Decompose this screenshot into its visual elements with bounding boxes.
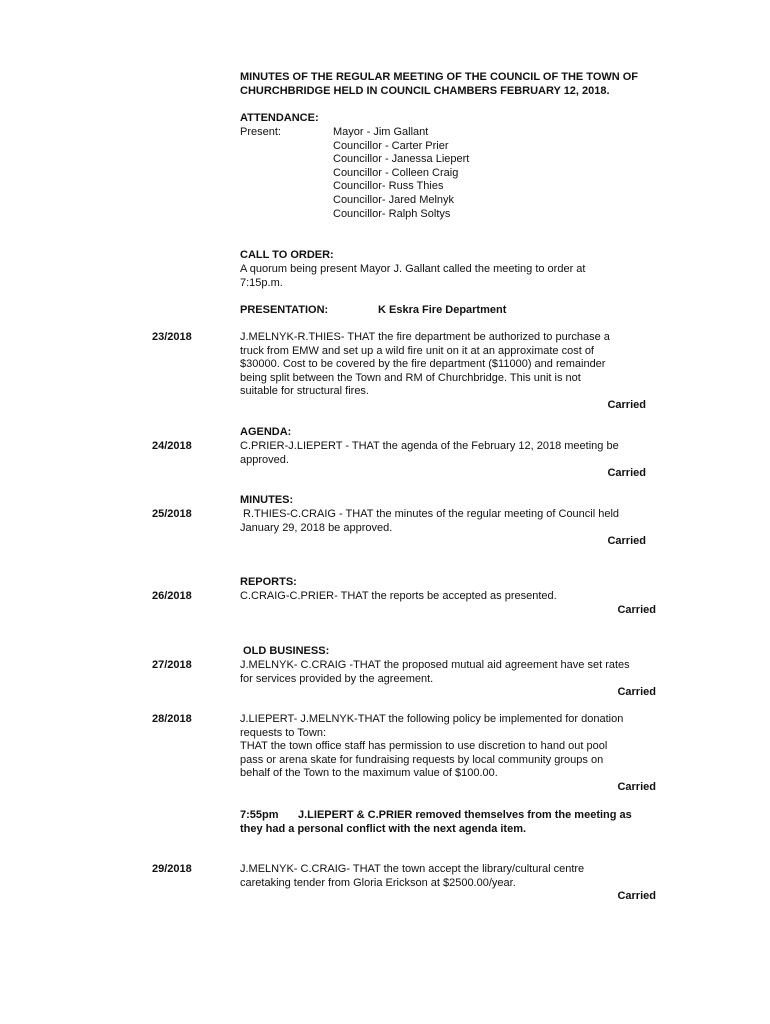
motion-line: truck from EMW and set up a wild fire unit on it at an approximate cost of [240,344,594,357]
attendee: Mayor - Jim Gallant [333,126,429,138]
call-to-order-text [240,263,680,290]
motion-text [240,508,680,535]
motion-number: 27/2018 [152,659,192,671]
attendee: Councillor- Russ Thies [333,180,444,193]
motion-result: Carried [617,781,656,793]
title-line-1: MINUTES OF THE REGULAR MEETING OF THE COUNCIL OF THE TOWN OF [240,71,639,83]
attendee: Councillor - Colleen Craig [333,166,459,179]
note-line-1: J.LIEPERT & C.PRIER removed themselves from the meeting as [298,809,632,821]
agenda-heading: AGENDA: [240,426,292,438]
motion-result: Carried [607,399,646,411]
attendee: Councillor - Carter Prier [333,139,449,152]
motion-number: 24/2018 [152,440,192,452]
motion-line: $30000. Cost to be covered by the fire department ($11000) and remainder [240,358,606,371]
motion-result: Carried [607,467,646,479]
presentation-value: K Eskra Fire Department [378,304,507,316]
motion-line: approved. [240,453,289,466]
attendee: Councillor - Janessa Liepert [333,153,470,166]
call-to-order-line: A quorum being present Mayor J. Gallant called the meeting to order at [240,263,586,275]
minutes-heading: MINUTES: [240,494,294,506]
motion-text [240,659,680,686]
title-line-2: CHURCHBRIDGE HELD IN COUNCIL CHAMBERS FEBRUARY 12, 2018. [240,84,610,97]
motion-text [240,863,680,890]
motion-result: Carried [607,535,646,547]
motion-result: Carried [617,604,656,616]
attendance-list [333,126,633,221]
note-time: 7:55pm [240,809,279,821]
motion-line: THAT the town office staff has permission to use discretion to hand out pool [240,740,608,753]
motion-line: January 29, 2018 be approved. [240,521,393,534]
reports-heading: REPORTS: [240,576,297,588]
motion-text [240,713,680,781]
present-label: Present: [240,126,281,138]
motion-number: 23/2018 [152,331,192,343]
document-title [240,71,680,98]
motion-line: J.MELNYK- C.CRAIG- THAT the town accept the library/cultural centre [240,863,585,875]
motion-number: 26/2018 [152,590,192,602]
motion-text [240,440,680,467]
motion-line: behalf of the Town to the maximum value of $100.00. [240,767,498,780]
call-to-order-line: 7:15p.m. [240,276,283,289]
call-to-order-heading: CALL TO ORDER: [240,249,334,261]
motion-line: C.CRAIG-C.PRIER- THAT the reports be accepted as presented. [240,590,557,602]
attendance-heading: ATTENDANCE: [240,112,319,124]
motion-text [240,331,680,399]
motion-line: C.PRIER-J.LIEPERT - THAT the agenda of the February 12, 2018 meeting be [240,440,619,452]
motion-line: R.THIES-C.CRAIG - THAT the minutes of the regular meeting of Council held [240,508,620,520]
motion-text [240,590,680,604]
motion-line: suitable for structural fires. [240,385,369,398]
motion-number: 29/2018 [152,863,192,875]
old-business-heading: OLD BUSINESS: [240,645,330,657]
motion-line: J.LIEPERT- J.MELNYK-THAT the following policy be implemented for donation [240,713,624,725]
attendee: Councillor- Jared Melnyk [333,193,455,206]
motion-line: requests to Town: [240,726,327,739]
motion-line: pass or arena skate for fundraising requests by local community groups on [240,753,604,766]
attendee: Councillor- Ralph Soltys [333,207,451,220]
motion-result: Carried [617,890,656,902]
motion-line: J.MELNYK- C.CRAIG -THAT the proposed mutual aid agreement have set rates [240,659,630,671]
motion-line: J.MELNYK-R.THIES- THAT the fire department be authorized to purchase a [240,331,610,343]
note-line-2: they had a personal conflict with the next agenda item. [240,823,527,835]
motion-line: being split between the Town and RM of Churchbridge. This unit is not [240,371,581,384]
motion-number: 25/2018 [152,508,192,520]
motion-line: for services provided by the agreement. [240,672,434,685]
motion-result: Carried [617,686,656,698]
motion-line: caretaking tender from Gloria Erickson at $2500.00/year. [240,876,516,889]
motion-number: 28/2018 [152,713,192,725]
presentation-heading: PRESENTATION: [240,304,329,316]
